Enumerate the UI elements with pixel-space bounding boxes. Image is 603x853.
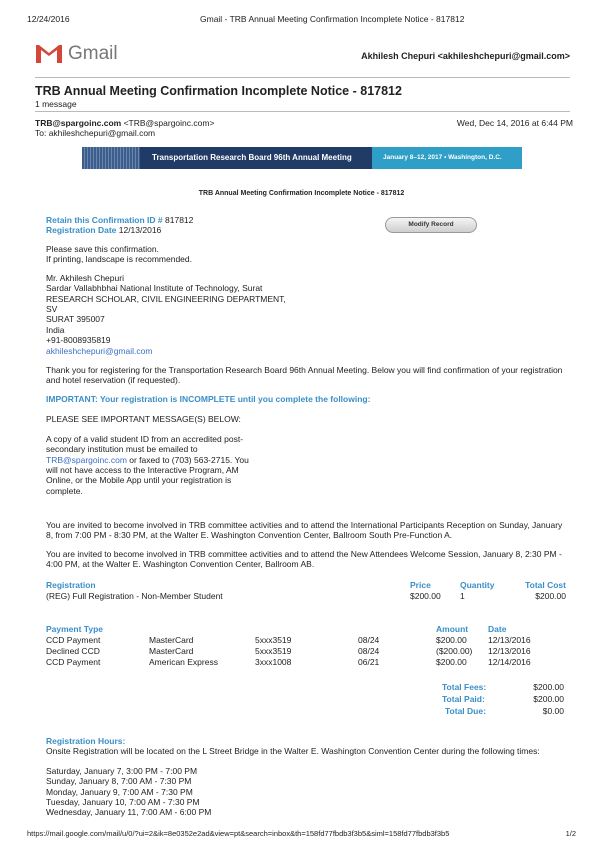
address-line: Sardar Vallabhbhai National Institute of Technology, Surat bbox=[46, 283, 263, 294]
confirmation-id bbox=[46, 215, 193, 225]
list-item: Saturday, January 7, 3:00 PM - 7:00 PM bbox=[46, 766, 198, 776]
page-number: 1/2 bbox=[565, 829, 576, 838]
table-cell: MasterCard bbox=[149, 635, 194, 645]
gmail-logo-text: Gmail bbox=[68, 43, 118, 64]
sender[interactable] bbox=[35, 118, 214, 128]
student-id-text: A copy of a valid student ID from an accredited post-secondary institution must be emailed to bbox=[46, 434, 244, 455]
table-row bbox=[46, 657, 566, 668]
page-title: TRB Annual Meeting Confirmation Incomplete Notice - 817812 bbox=[35, 84, 402, 98]
table-row bbox=[46, 591, 566, 602]
column-header: Total Cost bbox=[525, 580, 566, 590]
table-row bbox=[46, 635, 566, 646]
divider bbox=[35, 77, 570, 78]
table-cell: $200.00 bbox=[436, 635, 467, 645]
banner-dates-box bbox=[372, 147, 522, 169]
student-id-email-link[interactable]: TRB@spargoinc.com bbox=[46, 454, 127, 465]
table-cell: 12/13/2016 bbox=[488, 635, 531, 645]
list-item: Monday, January 9, 7:00 AM - 7:30 PM bbox=[46, 786, 193, 797]
registration-table bbox=[46, 580, 566, 602]
address-email-link[interactable]: akhileshchepuri@gmail.com bbox=[46, 345, 153, 356]
important-messages-heading: PLEASE SEE IMPORTANT MESSAGE(S) BELOW: bbox=[46, 414, 241, 424]
print-note: If printing, landscape is recommended. bbox=[46, 254, 192, 264]
table-cell: 3xxx1008 bbox=[255, 657, 292, 667]
student-id-text: or faxed to (703) 563-2715. You will not have access to the Interactive Program, AM Online, or the Mobile App until your registration is complete. bbox=[46, 454, 249, 496]
footer-url: https://mail.google.com/mail/u/0/?ui=2&ik=8e0352e2ad&view=pt&search=inbox&th=158fd77fbdb3f3b5&siml=158fd77fbdb3f3b5 bbox=[27, 829, 450, 838]
registration-date-label: Registration Date bbox=[46, 225, 117, 235]
table-cell: Declined CCD bbox=[46, 646, 100, 656]
list-item: Tuesday, January 10, 7:00 AM - 7:30 PM bbox=[46, 797, 200, 808]
sender-email: TRB@spargoinc.com bbox=[35, 118, 122, 128]
confirmation-id-label: Retain this Confirmation ID # bbox=[46, 215, 163, 225]
list-item: Sunday, January 8, 7:00 AM - 7:30 PM bbox=[46, 776, 192, 787]
table-row bbox=[46, 646, 566, 657]
column-header: Registration bbox=[46, 580, 96, 590]
table-cell: 08/24 bbox=[358, 635, 380, 645]
incomplete-notice: IMPORTANT: Your registration is INCOMPLETE until you complete the following: bbox=[46, 394, 371, 404]
table-header-row bbox=[46, 580, 566, 591]
invite-paragraph: You are invited to become involved in TRB committee activities and to attend the New Attendees Welcome Session, January 8, 2:30 PM - 4:00 PM, at the Walter E. Washington Convention Center, Ballroom AB. bbox=[46, 549, 562, 570]
column-header: Quantity bbox=[460, 580, 495, 590]
total-paid-label: Total Paid: bbox=[442, 694, 485, 704]
table-header-row bbox=[46, 624, 566, 635]
table-cell: CCD Payment bbox=[46, 635, 101, 645]
hours-intro: Onsite Registration will be located on the L Street Bridge in the Walter E. Washington Convention Center during the following times: bbox=[46, 746, 540, 756]
sender-address: <TRB@spargoinc.com> bbox=[121, 118, 215, 128]
table-cell: ($200.00) bbox=[436, 646, 473, 656]
payments-table bbox=[46, 624, 566, 668]
total-fees-value: $200.00 bbox=[533, 682, 564, 692]
column-header: Date bbox=[488, 624, 507, 634]
message-count: 1 message bbox=[35, 99, 77, 109]
address-line: SV bbox=[46, 304, 58, 315]
table-cell: 08/24 bbox=[358, 646, 380, 656]
modify-record-button[interactable]: Modify Record bbox=[385, 217, 477, 233]
totals-block bbox=[440, 682, 564, 718]
notice-heading: TRB Annual Meeting Confirmation Incomplete Notice - 817812 bbox=[198, 190, 405, 197]
table-cell: $200.00 bbox=[535, 591, 566, 601]
save-note: Please save this confirmation. bbox=[46, 244, 159, 254]
table-cell: 1 bbox=[460, 591, 465, 601]
list-item: Wednesday, January 11, 7:00 AM - 6:00 PM bbox=[46, 807, 212, 818]
address-block bbox=[46, 273, 286, 356]
registration-date-value: 12/13/2016 bbox=[116, 225, 162, 235]
trb-banner bbox=[82, 147, 522, 169]
address-line: SURAT 395007 bbox=[46, 314, 105, 325]
print-date: 12/24/2016 bbox=[27, 14, 70, 24]
address-line: +91-8008935819 bbox=[46, 335, 111, 346]
table-cell: $200.00 bbox=[436, 657, 467, 667]
account-label: Akhilesh Chepuri <akhileshchepuri@gmail.com> bbox=[361, 51, 570, 61]
table-cell: $200.00 bbox=[410, 591, 441, 601]
table-cell: 5xxx3519 bbox=[255, 646, 292, 656]
table-cell: 12/13/2016 bbox=[488, 646, 531, 656]
address-line: India bbox=[46, 324, 65, 335]
total-paid-value: $200.00 bbox=[533, 694, 564, 704]
table-cell: (REG) Full Registration - Non-Member Student bbox=[46, 591, 223, 601]
table-cell: MasterCard bbox=[149, 646, 194, 656]
column-header: Payment Type bbox=[46, 624, 104, 634]
hours-list bbox=[46, 766, 211, 818]
registration-date bbox=[46, 225, 161, 235]
table-cell: 5xxx3519 bbox=[255, 635, 292, 645]
table-cell: CCD Payment bbox=[46, 657, 101, 667]
thanks-paragraph: Thank you for registering for the Transportation Research Board 96th Annual Meeting. Below you will find confirmation of your registration and hotel reservation (if requested). bbox=[46, 365, 563, 386]
column-header: Price bbox=[410, 580, 431, 590]
invite-paragraph: You are invited to become involved in TRB committee activities and to attend the International Participants Reception on Sunday, January 8, from 7:00 PM - 8:30 PM, at the Walter E. Washington Convention Center, Ballroom South Pre-Function A. bbox=[46, 520, 563, 541]
column-header: Amount bbox=[436, 624, 469, 634]
banner-graphic bbox=[82, 147, 140, 169]
address-line: Mr. Akhilesh Chepuri bbox=[46, 273, 124, 283]
print-title: Gmail - TRB Annual Meeting Confirmation Incomplete Notice - 817812 bbox=[200, 14, 465, 24]
gmail-logo-icon bbox=[35, 42, 63, 64]
confirmation-id-value: 817812 bbox=[162, 215, 194, 225]
table-cell: 06/21 bbox=[358, 657, 380, 667]
table-cell: American Express bbox=[149, 657, 218, 667]
sent-date: Wed, Dec 14, 2016 at 6:44 PM bbox=[456, 118, 573, 128]
banner-title: Transportation Research Board 96th Annual Meeting bbox=[152, 153, 352, 162]
divider bbox=[35, 111, 570, 112]
recipient: To: akhileshchepuri@gmail.com bbox=[35, 128, 156, 138]
total-due-label: Total Due: bbox=[445, 706, 486, 716]
total-fees-label: Total Fees: bbox=[442, 682, 487, 692]
hours-heading: Registration Hours: bbox=[46, 736, 126, 746]
student-id-message bbox=[46, 434, 254, 496]
address-line: RESEARCH SCHOLAR, CIVIL ENGINEERING DEPARTMENT, bbox=[46, 293, 286, 304]
total-due-value: $0.00 bbox=[542, 706, 564, 716]
table-cell: 12/14/2016 bbox=[488, 657, 531, 667]
banner-dates: January 8–12, 2017 • Washington, D.C. bbox=[383, 154, 502, 161]
